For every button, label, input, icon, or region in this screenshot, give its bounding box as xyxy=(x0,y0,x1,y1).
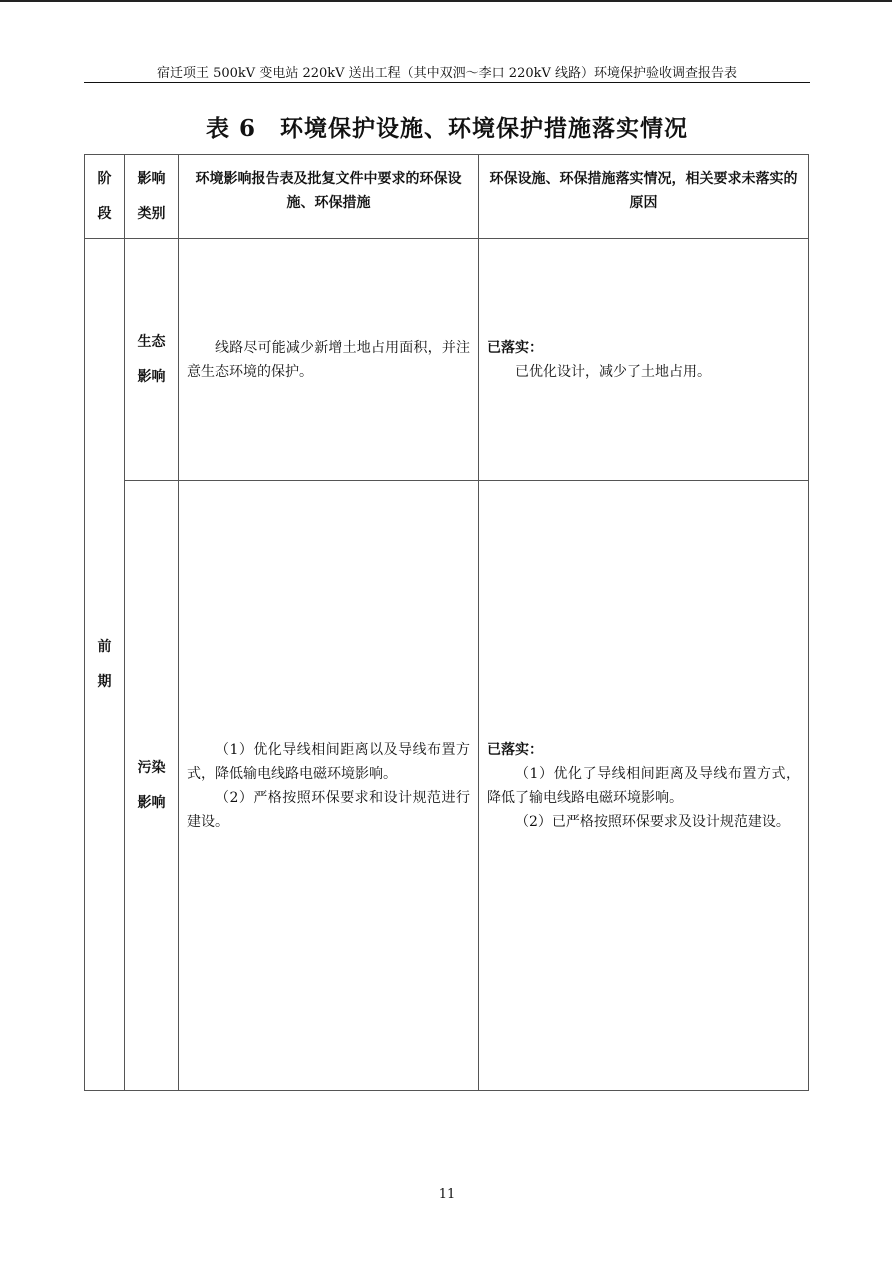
implementation-cell xyxy=(479,481,809,1091)
header-implementation: 环保设施、环保措施落实情况，相关要求未落实的原因 xyxy=(479,155,809,239)
header-stage: 阶 段 xyxy=(85,155,125,239)
requirement-text: 线路尽可能减少新增土地占用面积，并注意生态环境的保护。 xyxy=(187,339,470,380)
requirements-cell xyxy=(179,239,479,481)
category-cell: 污染 影响 xyxy=(125,481,179,1091)
header-requirements: 环境影响报告表及批复文件中要求的环保设施、环保措施 xyxy=(179,155,479,239)
page-number: 11 xyxy=(438,1187,456,1202)
status-label: 已落实： xyxy=(487,741,543,758)
table-row xyxy=(85,239,809,481)
table-row xyxy=(85,481,809,1091)
implementation-text: （1）优化了导线相间距离及导线布置方式，降低了输电线路电磁环境影响。 xyxy=(487,765,800,806)
table-title: 表 6 环境保护设施、环境保护措施落实情况 xyxy=(205,115,688,142)
requirement-text: （1）优化导线相间距离以及导线布置方式，降低输电线路电磁环境影响。 xyxy=(187,741,470,782)
status-label: 已落实： xyxy=(487,339,543,356)
measures-table xyxy=(84,154,809,1091)
implementation-text: 已优化设计，减少了土地占用。 xyxy=(515,363,711,380)
top-border xyxy=(0,0,892,2)
implementation-text: （2）已严格按照环保要求及设计规范建设。 xyxy=(515,813,790,830)
implementation-cell xyxy=(479,239,809,481)
running-header: 宿迁项王 500kV 变电站 220kV 送出工程（其中双泗～李口 220kV 线路）环境保护验收调查报告表 xyxy=(156,66,738,81)
requirements-cell xyxy=(179,481,479,1091)
requirement-text: （2）严格按照环保要求和设计规范进行建设。 xyxy=(187,789,470,830)
header-category: 影响 类别 xyxy=(125,155,179,239)
stage-cell: 前 期 xyxy=(85,239,125,1091)
table-header-row xyxy=(85,155,809,239)
category-cell: 生态 影响 xyxy=(125,239,179,481)
header-rule xyxy=(84,82,810,83)
